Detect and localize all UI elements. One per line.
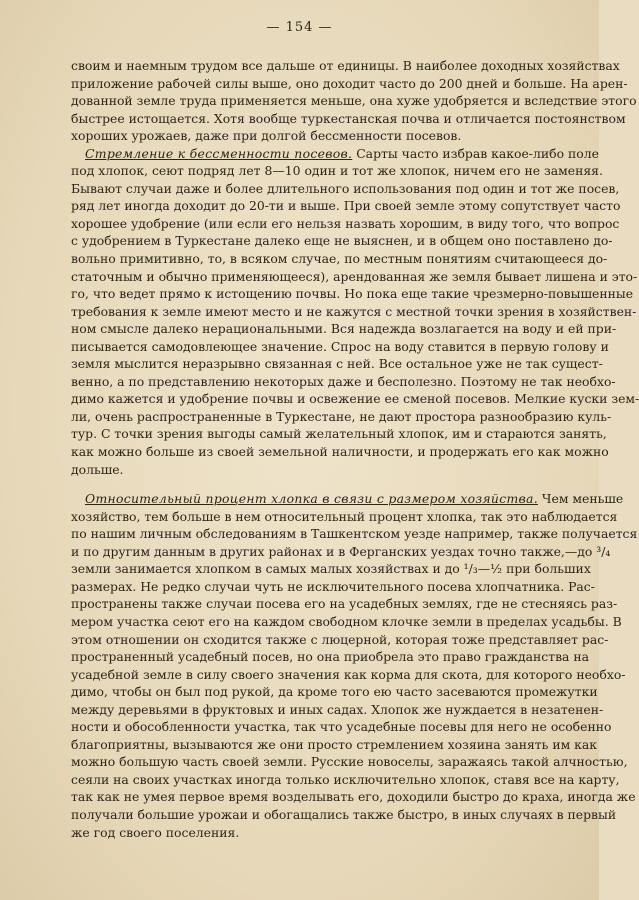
page-number: — 154 — bbox=[266, 20, 333, 35]
text-line: так как не умея первое время возделывать его, доходили быстро до краха, иногда же bbox=[71, 789, 636, 805]
text-line: можно большую часть своей земли. Русские новоселы, заражаясь такой алчностью, bbox=[71, 754, 628, 770]
section-heading-bessmennost: Стремление к бессменности посевов. bbox=[85, 145, 353, 161]
text-line: венно, а по представлению некоторых даже и бесполезно. Поэтому не так необхо- bbox=[71, 373, 616, 389]
paragraph-3-first-line bbox=[71, 490, 624, 508]
text-line: ности и обособленности участка, так что усадебные посевы для него не особенно bbox=[71, 719, 612, 735]
text-line: пространенный усадебный посев, но она приобрела это право гражданства на bbox=[71, 649, 590, 665]
paragraph-2-first-line-rest: Сарты часто избрав какое-либо поле bbox=[356, 145, 599, 161]
text-line: хорошее удобрение (или если его нельзя назвать хорошим, в виду того, что вопрос bbox=[71, 215, 620, 231]
text-line: земли занимается хлопком в самых малых хозяйствах и до ¹/₃—½ при больших bbox=[71, 561, 591, 577]
paragraph-gap bbox=[71, 478, 537, 490]
text-line: сеяли на своих участках иногда только исключительно хлопок, ставя все на карту, bbox=[71, 771, 620, 787]
text-line: ли, очень распространенные в Туркестане, не дают простора разнообразию куль- bbox=[71, 408, 612, 424]
text-line: усадебной земле в силу своего значения как корма для скота, для которого необхо- bbox=[71, 666, 626, 682]
text-line: хороших урожаев, даже при долгой бессменности посевов. bbox=[71, 128, 462, 144]
text-line: ряд лет иногда доходит до 20-ти и выше. При своей земле этому сопутствует часто bbox=[71, 198, 621, 214]
text-line: вольно примитивно, то, в всяком случае, по местным понятиям считающееся до- bbox=[71, 251, 608, 267]
text-line: по нашим личным обследованиям в Ташкентском уезде например, также получается bbox=[71, 526, 638, 542]
text-line: дованной земле труда применяется меньше, она хуже удобряется и вследствие этого bbox=[71, 93, 637, 109]
text-line: мером участка сеют его на каждом свободном клочке земли в пределах усадьбы. В bbox=[71, 613, 622, 629]
text-line: писывается самодовлеющее значение. Спрос на воду ставится в первую голову и bbox=[71, 338, 609, 354]
paragraph-3-first-line-rest: Чем меньше bbox=[541, 491, 624, 507]
paragraph-3 bbox=[71, 490, 638, 841]
text-line: димо кажется и удобрение почвы и освежение ее сменой посевов. Мелкие куски зем- bbox=[71, 391, 639, 407]
text-line: земля мыслится неразрывно связанная с ней. Все остальное уже не так сущест- bbox=[71, 356, 603, 372]
body-text bbox=[71, 57, 639, 841]
text-line: тур. С точки зрения выгоды самый желательный хлопок, им и стараются занять, bbox=[71, 426, 607, 442]
text-line: размерах. Не редко случаи чуть не исключительного посева хлопчатника. Рас- bbox=[71, 578, 595, 594]
text-line: же год своего поселения. bbox=[71, 824, 240, 840]
paragraph-2-first-line bbox=[71, 145, 599, 163]
paragraph-1 bbox=[71, 57, 637, 145]
text-line: хозяйство, тем больше в нем относительный процент хлопка, так это наблюдается bbox=[71, 508, 618, 524]
paragraph-2 bbox=[71, 145, 639, 478]
text-line: го, что ведет прямо к истощению почвы. Но пока еще такие чрезмерно-повышенные bbox=[71, 286, 634, 302]
text-line: требования к земле имеют место и не кажутся с местной точки зрения в хозяйствен- bbox=[71, 303, 637, 319]
text-line: под хлопок, сеют подряд лет 8—10 один и тот же хлопок, ничем его не заменяя. bbox=[71, 163, 603, 179]
text-line: как можно больше из своей земельной наличности, и продержать его как можно bbox=[71, 444, 609, 460]
text-line: дольше. bbox=[71, 461, 124, 477]
text-line: пространены также случаи посева его на усадебных землях, где не стесняясь раз- bbox=[71, 596, 618, 612]
text-line: статочным и обычно применяющееся), арендованная же земля бывает лишена и это- bbox=[71, 268, 638, 284]
text-line: быстрее истощается. Хотя вообще туркестанская почва и отличается постоянством bbox=[71, 110, 626, 126]
text-line: между деревьями в фруктовых и иных садах. Хлопок же нуждается в незатенен- bbox=[71, 701, 604, 717]
text-line: благоприятны, вызываются же они просто стремлением хозяина занять им как bbox=[71, 736, 598, 752]
text-line: своим и наемным трудом все дальше от единицы. В наиболее доходных хозяйствах bbox=[71, 58, 620, 73]
text-line: и по другим данным в других районах и в Ферганских уездах точно также,—до ³/₄ bbox=[71, 543, 611, 559]
text-line: приложение рабочей силы выше, оно доходит часто до 200 дней и больше. На арен- bbox=[71, 75, 628, 91]
section-heading-procent-hlopka: Относительный процент хлопка в связи с размером хозяйства. bbox=[85, 491, 538, 507]
text-line: получали большие урожаи и обогащались также быстро, в иных случаях в первый bbox=[71, 806, 617, 822]
text-line: этом отношении он сходится также с люцерной, которая тоже представляет рас- bbox=[71, 631, 609, 647]
text-line: Бывают случаи даже и более длительного использования под один и тот же посев, bbox=[71, 180, 620, 196]
text-line: с удобрением в Туркестане далеко еще не выяснен, и в общем оно поставлено до- bbox=[71, 233, 613, 249]
text-line: димо, чтобы он был под рукой, да кроме того ею часто засеваются промежутки bbox=[71, 684, 598, 700]
text-line: ном смысле далеко нерациональными. Вся надежда возлагается на воду и ей при- bbox=[71, 321, 617, 337]
